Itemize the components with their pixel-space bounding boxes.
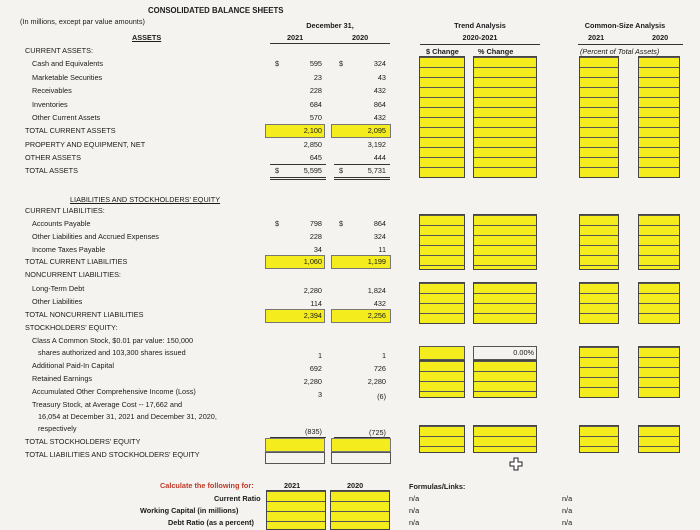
value-2020: 432 [373, 113, 386, 122]
calc-2021-cells[interactable] [266, 490, 326, 530]
value-2021: 34 [313, 245, 322, 254]
year-2020-header: 2020 [352, 33, 369, 42]
assets-heading: ASSETS [132, 33, 162, 42]
total-liab-equity-label: TOTAL LIABILITIES AND STOCKHOLDERS' EQUITY [25, 450, 200, 459]
value-2021: 684 [309, 100, 322, 109]
date-header: December 31, [306, 21, 354, 30]
value-2021: 23 [313, 73, 322, 82]
trend-change-curliab-cells[interactable] [419, 214, 465, 270]
total-liab-equity-2020-cell[interactable] [331, 452, 391, 464]
class-a-line2: shares authorized and 103,300 shares issued [38, 348, 186, 357]
value-2021: 5,595 [303, 166, 322, 175]
treasury-line2: 16,054 at December 31, 2021 and December 31, 2020, [38, 412, 217, 421]
dollar-sign: $ [339, 219, 344, 228]
value-2021: 2,100 [303, 126, 322, 135]
value-2020: 1,199 [367, 257, 386, 266]
total-equity-label: TOTAL STOCKHOLDERS' EQUITY [25, 437, 141, 446]
value-2020: 864 [373, 100, 386, 109]
trend-pct-value: 0.00% [513, 348, 534, 357]
trend-change-equity-cells[interactable] [419, 360, 465, 398]
cs-2021-ncliab-cells[interactable] [579, 282, 619, 324]
dollar-sign: $ [339, 59, 344, 68]
trend-change-assets-cells[interactable] [419, 56, 465, 178]
common-size-2021: 2021 [588, 33, 605, 42]
re-2021: 2,280 [303, 377, 322, 386]
sheet-subtitle: (In millions, except par value amounts) [20, 17, 145, 26]
class-a-2021: 1 [317, 351, 322, 360]
calc-heading: Calculate the following for: [160, 481, 254, 490]
formula-na: n/a [409, 494, 420, 503]
trend-pct-assets-cells[interactable] [473, 56, 537, 178]
cs-2020-curliab-cells[interactable] [638, 214, 680, 270]
value-2020: 432 [373, 86, 386, 95]
row-label: TOTAL CURRENT ASSETS [25, 126, 116, 135]
trend-pct-equity-cells[interactable] [473, 360, 537, 398]
cs-2020-assets-cells[interactable] [638, 56, 680, 178]
year-2021-header: 2021 [287, 33, 304, 42]
working-capital-label: Working Capital (in millions) [140, 506, 239, 515]
row-label: Other Current Assets [32, 113, 101, 122]
aoci-2021: 3 [317, 390, 322, 399]
value-2021: 798 [309, 219, 322, 228]
value-2021: 114 [310, 299, 322, 308]
cs-2020-totals-cells[interactable] [638, 425, 680, 453]
value-2020: 864 [373, 219, 386, 228]
value-2020: 43 [377, 73, 386, 82]
common-size-na: n/a [562, 518, 573, 527]
current-ratio-label: Current Ratio [214, 494, 261, 503]
value-2020: 432 [373, 299, 386, 308]
cs-2020-ncliab-cells[interactable] [638, 282, 680, 324]
row-label: OTHER ASSETS [25, 153, 81, 162]
value-2020: 1,824 [367, 286, 386, 295]
row-label: Accounts Payable [32, 219, 91, 228]
aoci-2020: (6) [377, 392, 386, 401]
common-size-na: n/a [562, 506, 573, 515]
value-2021: 1,060 [303, 257, 322, 266]
dollar-sign: $ [275, 219, 280, 228]
equity-heading: STOCKHOLDERS' EQUITY: [25, 323, 118, 332]
apic-2021: 692 [309, 364, 322, 373]
cs-2021-equity-cells[interactable] [579, 346, 619, 398]
value-2020: 11 [378, 245, 386, 254]
cell-cursor-icon [509, 457, 523, 471]
formulas-label: Formulas/Links: [409, 482, 466, 491]
current-assets-heading: CURRENT ASSETS: [25, 46, 93, 55]
apic-2020: 726 [373, 364, 386, 373]
trend-title: Trend Analysis [454, 21, 506, 30]
value-2020: 2,256 [367, 311, 386, 320]
class-a-2020: 1 [381, 351, 386, 360]
calc-2020-cells[interactable] [330, 490, 390, 530]
row-label: Other Liabilities and Accrued Expenses [32, 232, 159, 241]
cs-2021-assets-cells[interactable] [579, 56, 619, 178]
dollar-sign: $ [275, 166, 280, 175]
treasury-2020: (725) [368, 428, 386, 437]
liabilities-heading: LIABILITIES AND STOCKHOLDERS' EQUITY [70, 195, 221, 204]
row-label: Inventories [32, 100, 68, 109]
treasury-line3: respectively [38, 424, 77, 433]
cs-2020-equity-cells[interactable] [638, 346, 680, 398]
value-2021: 570 [309, 113, 322, 122]
value-2020: 5,731 [367, 166, 386, 175]
row-label: Marketable Securities [32, 73, 103, 82]
apic-label: Additional Paid-In Capital [32, 361, 114, 370]
row-label: TOTAL ASSETS [25, 166, 78, 175]
cs-2021-curliab-cells[interactable] [579, 214, 619, 270]
cs-2021-totals-cells[interactable] [579, 425, 619, 453]
value-2021: 2,280 [303, 286, 322, 295]
value-2021: 645 [309, 153, 322, 162]
re-2020: 2,280 [367, 377, 386, 386]
re-label: Retained Earnings [32, 374, 93, 383]
row-label: TOTAL CURRENT LIABILITIES [25, 257, 128, 266]
row-label: TOTAL NONCURRENT LIABILITIES [25, 310, 144, 319]
row-label: Receivables [32, 86, 72, 95]
trend-pct-curliab-cells[interactable] [473, 214, 537, 270]
trend-col-pct: % Change [478, 47, 514, 56]
value-2021: 228 [309, 86, 322, 95]
row-label: Cash and Equivalents [32, 59, 103, 68]
calc-year-2021: 2021 [284, 481, 301, 490]
row-label: PROPERTY AND EQUIPMENT, NET [25, 140, 146, 149]
value-2021: 228 [309, 232, 322, 241]
total-liab-equity-2021-cell[interactable] [265, 452, 325, 464]
value-2020: 2,095 [367, 126, 386, 135]
treasury-2021: (835) [304, 427, 322, 436]
value-2021: 595 [309, 59, 322, 68]
value-2020: 324 [373, 59, 386, 68]
formula-na: n/a [409, 518, 420, 527]
formula-na: n/a [409, 506, 420, 515]
aoci-label: Accumulated Other Comprehensive Income (Loss) [32, 387, 196, 396]
debt-ratio-label: Debt Ratio (as a percent) [168, 518, 254, 527]
sheet-title: CONSOLIDATED BALANCE SHEETS [148, 6, 284, 15]
dollar-sign: $ [275, 59, 280, 68]
row-label: Other Liabilities [32, 297, 83, 306]
common-size-title: Common-Size Analysis [584, 21, 666, 30]
value-2020: 324 [373, 232, 386, 241]
dollar-sign: $ [339, 166, 344, 175]
value-2021: 2,850 [303, 140, 322, 149]
trend-change-totals-cells[interactable] [419, 425, 465, 453]
total-equity-2020-cell[interactable] [331, 438, 391, 452]
common-size-na: n/a [562, 494, 573, 503]
trend-pct-ncliab-cells[interactable] [473, 282, 537, 324]
trend-change-classa-cell[interactable] [419, 346, 465, 360]
calc-year-2020: 2020 [347, 481, 364, 490]
trend-period: 2020-2021 [462, 33, 498, 42]
common-size-2020: 2020 [652, 33, 669, 42]
value-2020: 444 [373, 153, 386, 162]
class-a-line1: Class A Common Stock, $0.01 par value: 150,000 [32, 336, 194, 345]
value-2021: 2,394 [303, 311, 322, 320]
trend-change-ncliab-cells[interactable] [419, 282, 465, 324]
current-liabilities-heading: CURRENT LIABILITIES: [25, 206, 105, 215]
trend-col-change: $ Change [426, 47, 459, 56]
row-label: Long-Term Debt [32, 284, 85, 293]
trend-pct-totals-cells[interactable] [473, 425, 537, 453]
row-label: Income Taxes Payable [32, 245, 106, 254]
total-equity-2021-cell[interactable] [265, 438, 325, 452]
common-size-note: (Percent of Total Assets) [580, 47, 660, 56]
value-2020: 3,192 [367, 140, 386, 149]
noncurrent-heading: NONCURRENT LIABILITIES: [25, 270, 121, 279]
treasury-line1: Treasury Stock, at Average Cost -- 17,662 and [32, 400, 183, 409]
